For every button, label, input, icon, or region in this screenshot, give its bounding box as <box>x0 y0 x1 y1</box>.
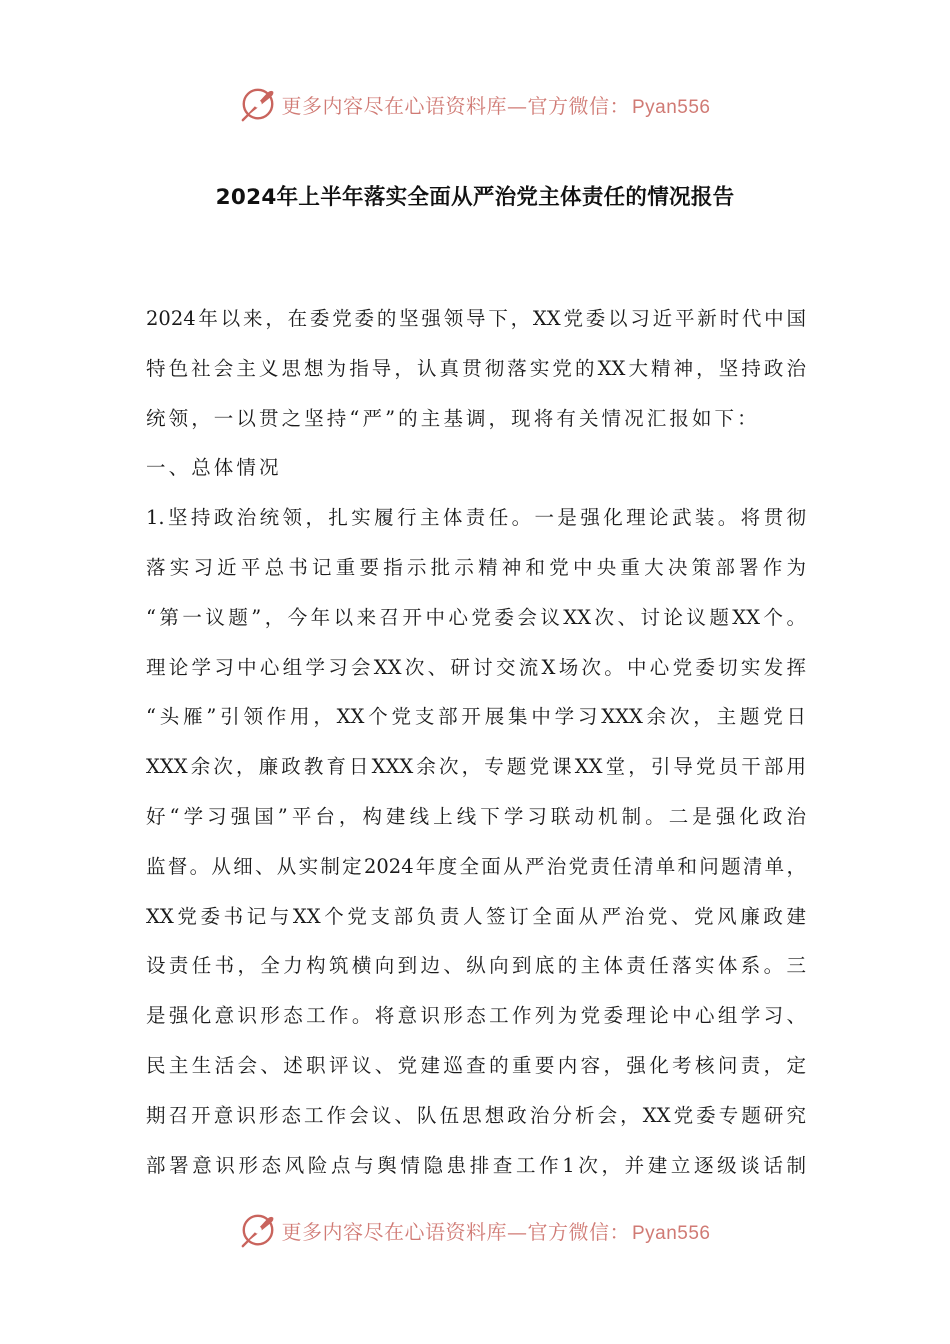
paragraph-line: 1.坚持政治统领，扎实履行主体责任。一是强化理论武装。将贯彻 <box>146 506 806 530</box>
paragraph-line: 统领，一以贯之坚持“严”的主基调，现将有关情况汇报如下： <box>146 406 760 430</box>
paragraph-line: 2024年以来，在委党委的坚强领导下，XX党委以习近平新时代中国 <box>146 307 806 330</box>
quill-logo-icon <box>239 85 277 123</box>
wechat-id: Pyan556 <box>631 96 711 118</box>
paragraph-line: XXX余次，廉政教育日XXX余次，专题党课XX堂，引导党员干部用 <box>146 755 806 779</box>
quill-logo-icon <box>239 1211 277 1249</box>
banner-text: 更多内容尽在心语资料库—官方微信： Pyan556 <box>281 1219 711 1244</box>
paragraph-line: 民主生活会、述职评议、党建巡查的重要内容，强化考核问责，定 <box>146 1053 806 1077</box>
wechat-id: Pyan556 <box>631 1222 711 1244</box>
paragraph-line: 是强化意识形态工作。将意识形态工作列为党委理论中心组学习、 <box>146 1004 806 1028</box>
document-body <box>146 294 806 1190</box>
paragraph-line: 特色社会主义思想为指导，认真贯彻落实党的XX大精神，坚持政治 <box>146 356 806 380</box>
paragraph-line: 落实习近平总书记重要指示批示精神和党中央重大决策部署作为 <box>146 555 806 579</box>
paragraph-line: “头雁”引领作用，XX个党支部开展集中学习XXX余次，主题党日 <box>146 705 806 729</box>
document-title: 2024年上半年落实全面从严治党主体责任的情况报告 <box>215 185 735 210</box>
paragraph-line: 理论学习中心组学习会XX次、研讨交流X场次。中心党委切实发挥 <box>146 655 806 679</box>
paragraph-line: 监督。从细、从实制定2024年度全面从严治党责任清单和问题清单， <box>146 854 806 878</box>
footer-watermark-banner <box>0 1208 950 1252</box>
header-watermark-banner <box>0 82 950 126</box>
paragraph-line: 好“学习强国”平台，构建线上线下学习联动机制。二是强化政治 <box>146 804 806 828</box>
paragraph-line: 部署意识形态风险点与舆情隐患排查工作1次，并建立逐级谈话制 <box>146 1153 806 1177</box>
banner-text: 更多内容尽在心语资料库—官方微信： Pyan556 <box>281 93 711 118</box>
section-heading: 一、总体情况 <box>146 456 282 480</box>
paragraph-line: “第一议题”，今年以来召开中心党委会议XX次、讨论议题XX个。 <box>146 605 806 629</box>
paragraph-line: 设责任书，全力构筑横向到边、纵向到底的主体责任落实体系。三 <box>146 954 806 978</box>
paragraph-line: XX党委书记与XX个党支部负责人签订全面从严治党、党风廉政建 <box>146 904 806 928</box>
paragraph-line: 期召开意识形态工作会议、队伍思想政治分析会，XX党委专题研究 <box>146 1103 806 1127</box>
